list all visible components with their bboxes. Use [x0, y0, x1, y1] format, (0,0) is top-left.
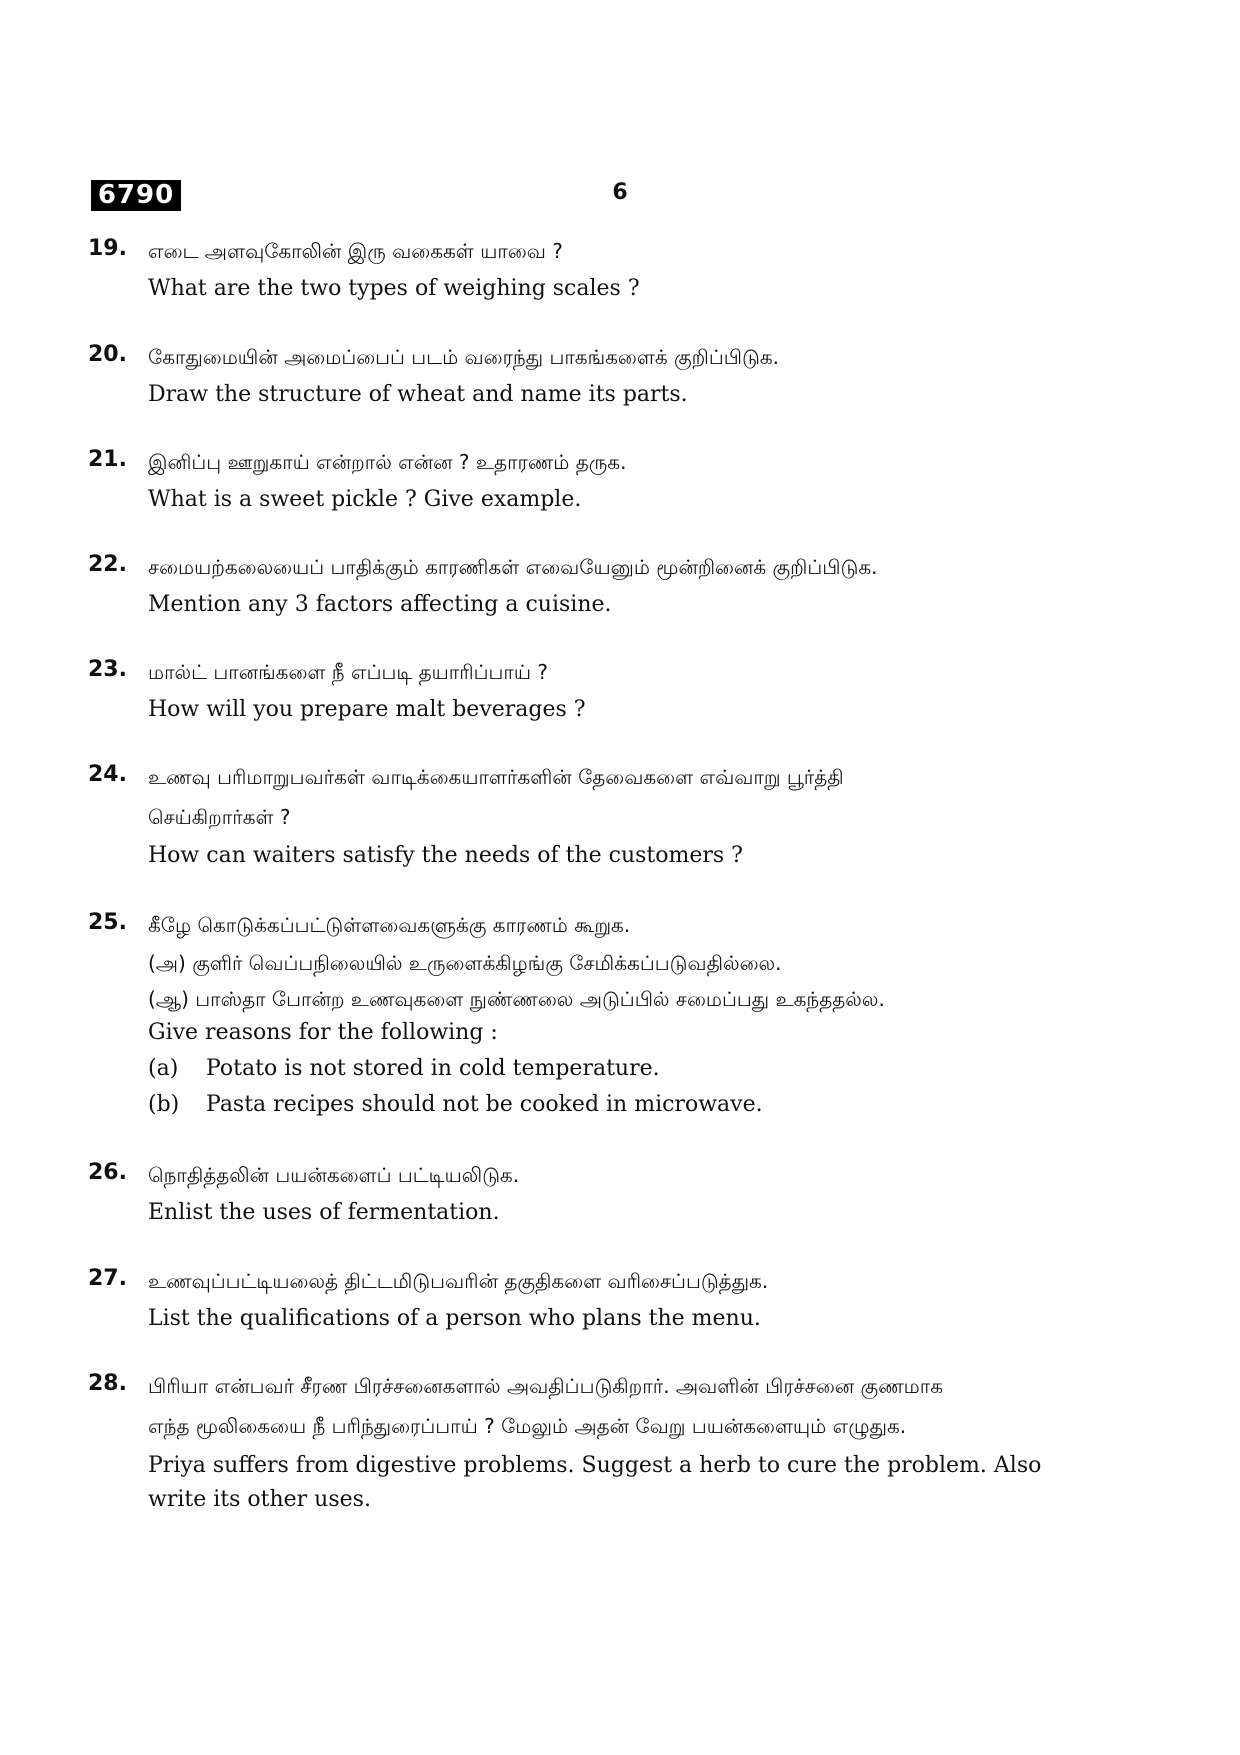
sub-label-b: (b)	[148, 1092, 180, 1117]
question-english: Mention any 3 factors affecting a cuisine.	[148, 592, 612, 617]
question-english: Enlist the uses of fermentation.	[148, 1200, 500, 1225]
question-tamil-line: உணவு பரிமாறுபவர்கள் வாடிக்கையாளர்களின் தேவைகளை எவ்வாறு பூர்த்தி	[148, 765, 844, 789]
question-tamil: உணவுப்பட்டியலைத் திட்டமிடுபவரின் தகுதிகளை வரிசைப்படுத்துக.	[148, 1269, 769, 1293]
question-number: 21.	[88, 447, 127, 472]
question-english: What are the two types of weighing scales ?	[148, 276, 640, 301]
page-number: 6	[612, 180, 628, 205]
question-tamil: இனிப்பு ஊறுகாய் என்றால் என்ன ? உதாரணம் தருக.	[148, 450, 627, 474]
question-english: What is a sweet pickle ? Give example.	[148, 487, 582, 512]
question-english-line: Priya suffers from digestive problems. Suggest a herb to cure the problem. Also	[148, 1453, 1042, 1478]
question-number: 25.	[88, 910, 127, 935]
question-tamil: சமையற்கலையைப் பாதிக்கும் காரணிகள் எவையேனும் மூன்றினைக் குறிப்பிடுக.	[148, 555, 878, 579]
question-english: Draw the structure of wheat and name its parts.	[148, 382, 688, 407]
sub-text-a: Potato is not stored in cold temperature.	[206, 1056, 660, 1081]
question-number: 19.	[88, 236, 127, 261]
question-number: 26.	[88, 1160, 127, 1185]
question-english: How can waiters satisfy the needs of the customers ?	[148, 843, 743, 868]
question-tamil-line: செய்கிறார்கள் ?	[148, 805, 291, 829]
question-tamil: மால்ட் பானங்களை நீ எப்படி தயாரிப்பாய் ?	[148, 660, 548, 684]
paper-code: 6790	[91, 180, 181, 211]
question-number: 22.	[88, 552, 127, 577]
question-number: 28.	[88, 1371, 127, 1396]
question-tamil-sub-b: (ஆ) பாஸ்தா போன்ற உணவுகளை நுண்ணலை அடுப்பில் சமைப்பது உகந்ததல்ல.	[148, 987, 885, 1011]
question-tamil-line: எந்த மூலிகையை நீ பரிந்துரைப்பாய் ? மேலும் அதன் வேறு பயன்களையும் எழுதுக.	[148, 1414, 907, 1438]
question-tamil: கோதுமையின் அமைப்பைப் படம் வரைந்து பாகங்களைக் குறிப்பிடுக.	[148, 345, 779, 369]
question-number: 20.	[88, 342, 127, 367]
question-number: 24.	[88, 762, 127, 787]
question-english-line: write its other uses.	[148, 1487, 371, 1512]
question-english-sub-b	[148, 1086, 763, 1124]
question-english: List the qualifications of a person who plans the menu.	[148, 1306, 761, 1331]
question-number: 27.	[88, 1266, 127, 1291]
question-english-sub-a	[148, 1050, 660, 1088]
sub-label-a: (a)	[148, 1056, 179, 1081]
sub-text-b: Pasta recipes should not be cooked in microwave.	[206, 1092, 763, 1117]
question-number: 23.	[88, 657, 127, 682]
question-tamil: நொதித்தலின் பயன்களைப் பட்டியலிடுக.	[148, 1163, 520, 1187]
question-tamil-sub-a: (அ) குளிர் வெப்பநிலையில் உருளைக்கிழங்கு சேமிக்கப்படுவதில்லை.	[148, 951, 782, 975]
question-tamil: எடை அளவுகோலின் இரு வகைகள் யாவை ?	[148, 239, 563, 263]
question-english: Give reasons for the following :	[148, 1020, 498, 1045]
question-tamil: கீழே கொடுக்கப்பட்டுள்ளவைகளுக்கு காரணம் கூறுக.	[148, 913, 631, 937]
question-tamil-line: பிரியா என்பவர் சீரண பிரச்சனைகளால் அவதிப்படுகிறார். அவளின் பிரச்சனை குணமாக	[148, 1374, 943, 1398]
question-english: How will you prepare malt beverages ?	[148, 697, 586, 722]
